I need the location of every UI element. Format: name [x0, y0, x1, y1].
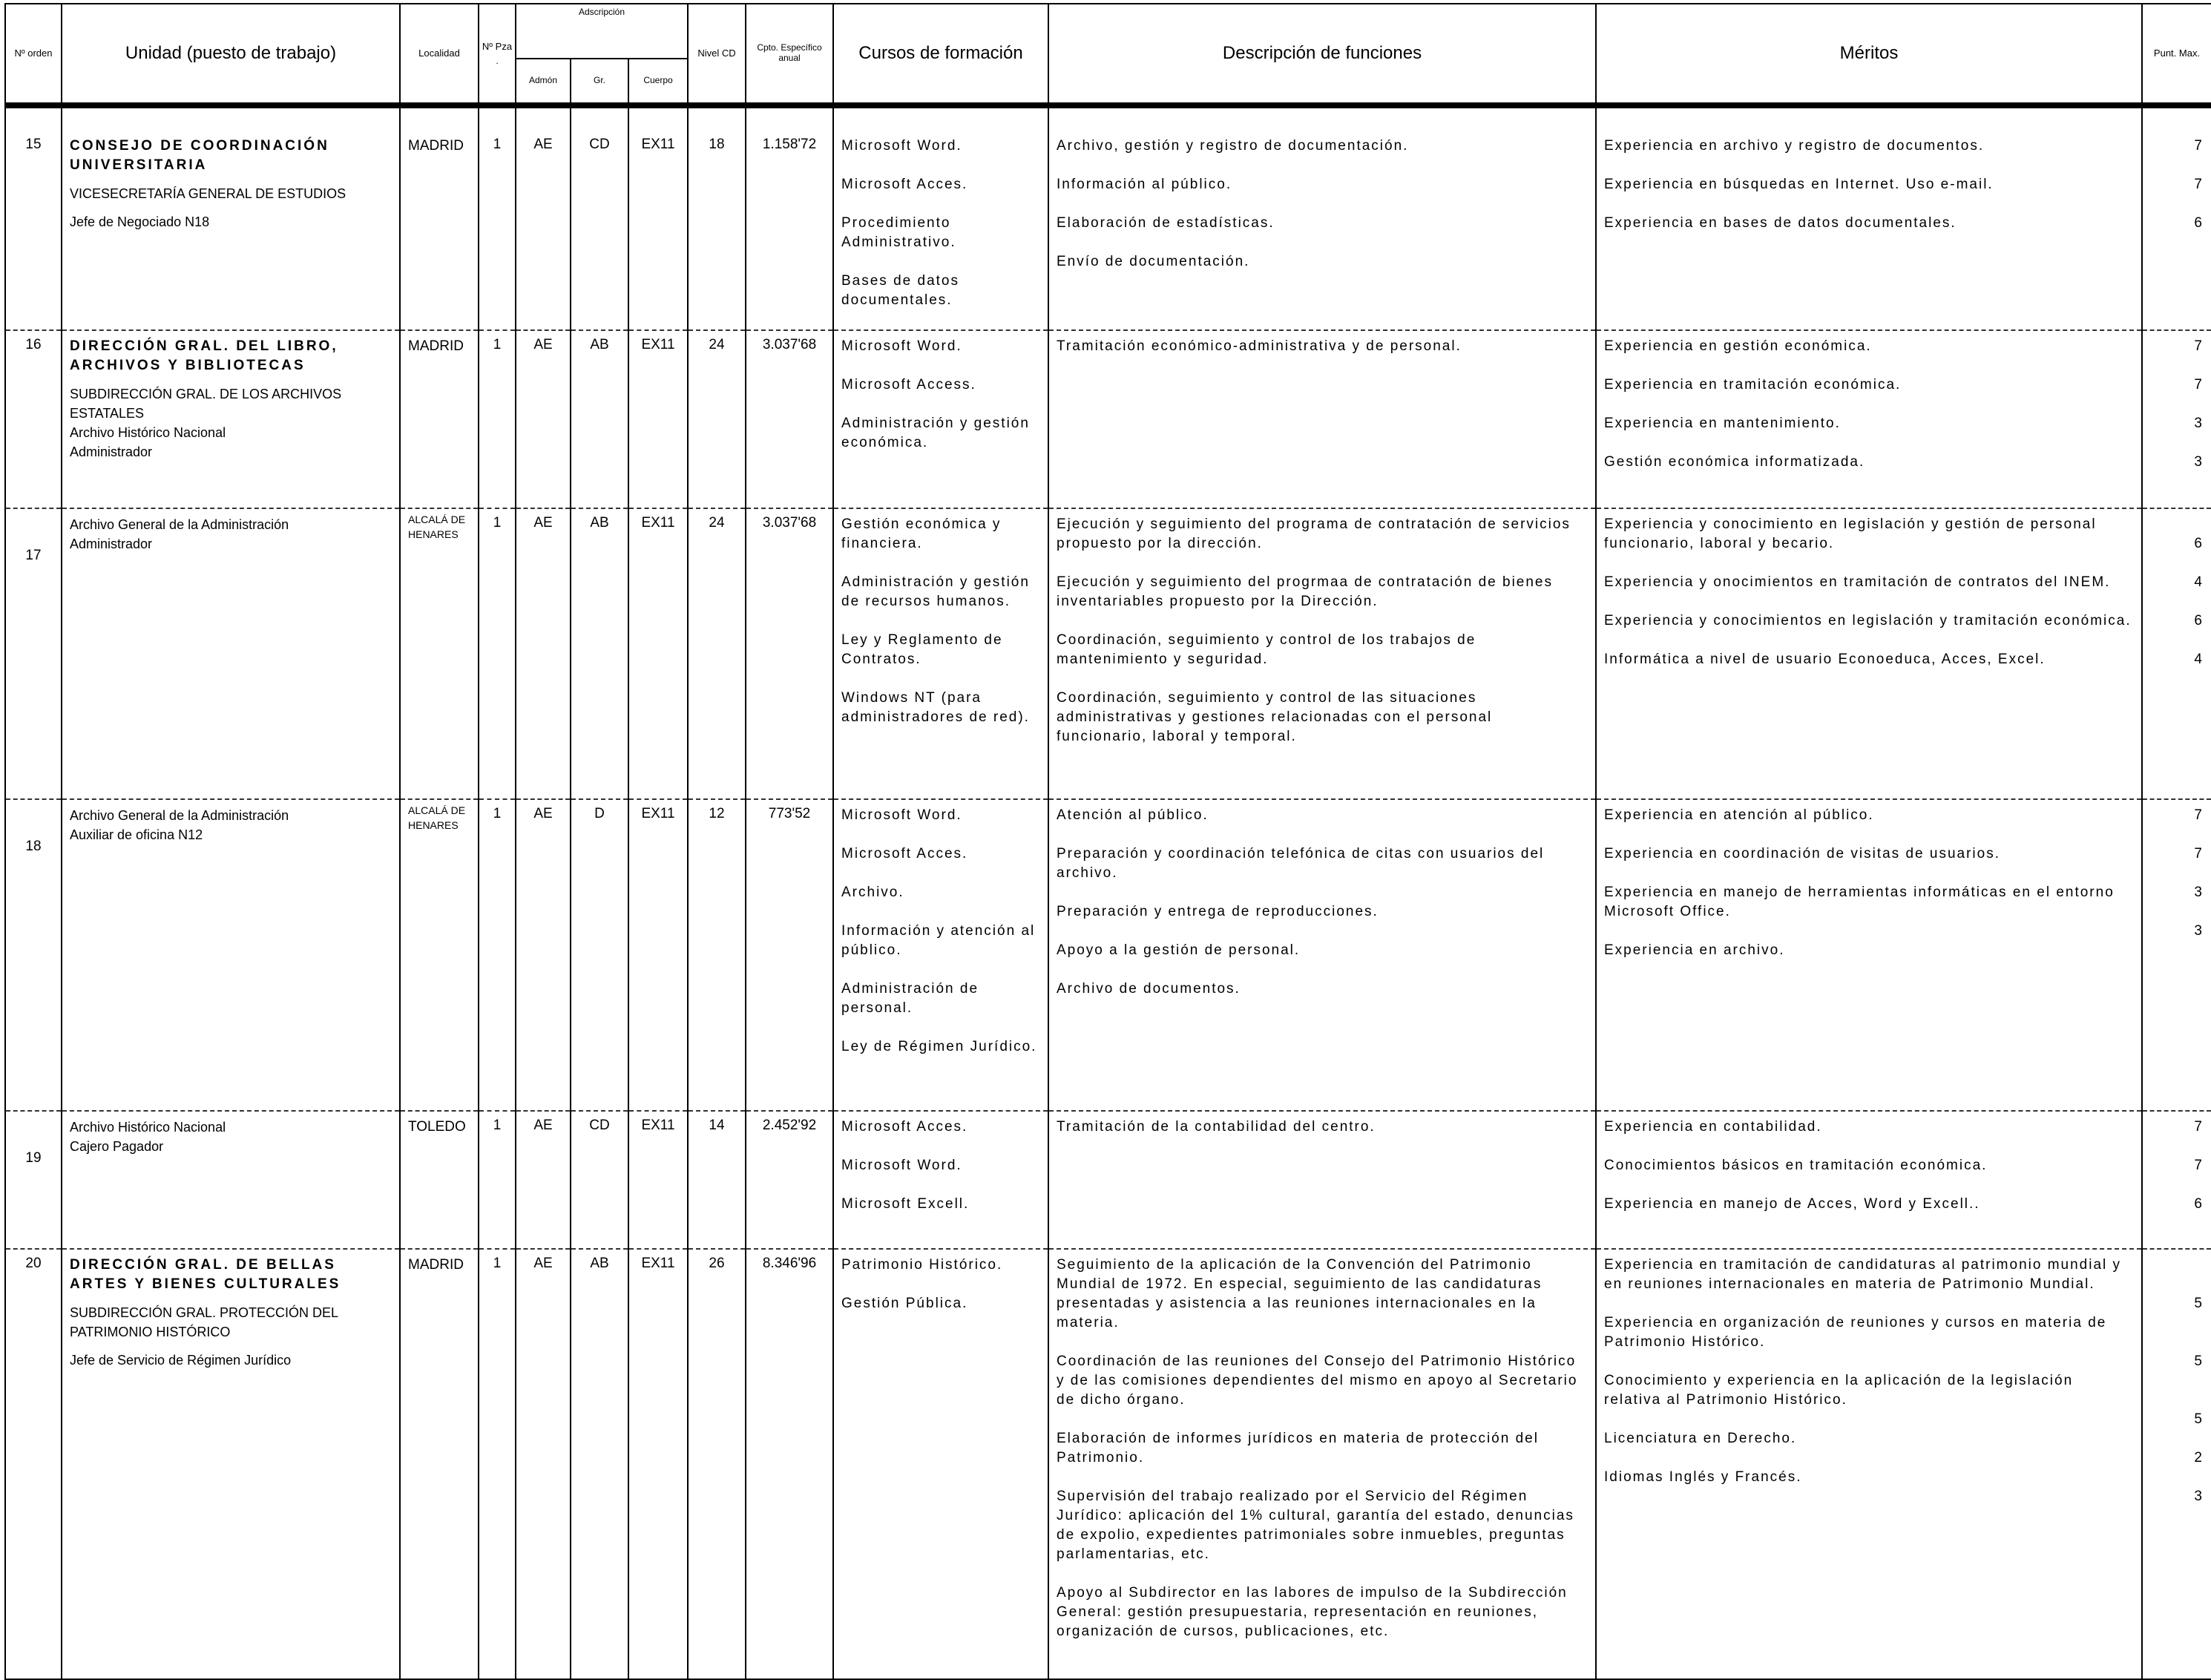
unit-heading: CONSEJO DE COORDINACIÓN UNIVERSITARIA — [70, 138, 329, 173]
row-nivel: 24 — [688, 508, 746, 799]
row-orden: 16 — [5, 330, 62, 508]
col-unidad: Unidad (puesto de trabajo) — [62, 4, 400, 105]
row-orden: 20 — [5, 1249, 62, 1679]
row-funciones — [1048, 330, 1596, 508]
unit-position: Cajero Pagador — [70, 1139, 164, 1154]
col-admon: Admón — [516, 59, 571, 105]
punto-value: 7 — [2194, 177, 2202, 192]
merito-item: Experiencia en archivo. — [1604, 942, 1785, 958]
punto-value: 2 — [2194, 1450, 2202, 1466]
row-nivel: 14 — [688, 1111, 746, 1249]
row-nivel: 24 — [688, 330, 746, 508]
row-unidad — [62, 131, 400, 330]
curso-item: Ley de Régimen Jurídico. — [841, 1039, 1037, 1054]
curso-item: Gestión Pública. — [841, 1296, 968, 1311]
merito-item: Informática a nivel de usuario Econoeduca, Acces, Excel. — [1604, 652, 2046, 667]
curso-item: Administración de personal. — [841, 981, 979, 1016]
row-npza: 1 — [479, 131, 516, 330]
curso-item: Patrimonio Histórico. — [841, 1257, 1003, 1273]
row-admon: AE — [516, 1249, 571, 1679]
curso-item: Microsoft Acces. — [841, 177, 968, 192]
row-cpto: 8.346'96 — [746, 1249, 833, 1679]
row-orden: 18 — [5, 799, 62, 1111]
row-admon: AE — [516, 1111, 571, 1249]
unit-line: Archivo Histórico Nacional — [70, 1120, 226, 1135]
funcion-item: Coordinación, seguimiento y control de las situaciones administrativas y gestiones relacionadas con el personal funcionario, laboral y temporal. — [1057, 690, 1493, 744]
punto-value: 4 — [2194, 652, 2202, 667]
funcion-item: Tramitación de la contabilidad del centro. — [1057, 1119, 1376, 1135]
row-cursos — [833, 1249, 1048, 1679]
merito-item: Experiencia en organización de reuniones y cursos en materia de Patrimonio Histórico. — [1604, 1315, 2107, 1350]
row-puntos — [2142, 330, 2211, 508]
unit-position: Jefe de Servicio de Régimen Jurídico — [70, 1353, 292, 1368]
row-cursos — [833, 508, 1048, 799]
row-unidad — [62, 799, 400, 1111]
row-nivel: 12 — [688, 799, 746, 1111]
col-orden: Nº orden — [5, 4, 62, 105]
row-admon: AE — [516, 799, 571, 1111]
row-unidad — [62, 330, 400, 508]
unit-line: Archivo General de la Administración — [70, 808, 289, 823]
punto-value: 4 — [2194, 574, 2202, 590]
merito-item: Experiencia en bases de datos documentales. — [1604, 215, 1957, 231]
curso-item: Microsoft Access. — [841, 377, 976, 393]
row-localidad: MADRID — [400, 330, 479, 508]
table-row — [5, 508, 2211, 799]
row-localidad: MADRID — [400, 131, 479, 330]
funcion-item: Coordinación, seguimiento y control de los trabajos de mantenimiento y seguridad. — [1057, 632, 1476, 667]
curso-item: Microsoft Acces. — [841, 1119, 968, 1135]
row-npza: 1 — [479, 1111, 516, 1249]
punto-value: 3 — [2194, 923, 2202, 939]
punto-value: 7 — [2194, 377, 2202, 393]
row-funciones — [1048, 1249, 1596, 1679]
funcion-item: Ejecución y seguimiento del progrmaa de contratación de bienes inventariables propuesto por la Dirección. — [1057, 574, 1553, 609]
row-orden: 15 — [5, 131, 62, 330]
punto-value: 5 — [2194, 1411, 2202, 1427]
col-cpto: Cpto. Específico anual — [746, 4, 833, 105]
row-cpto: 3.037'68 — [746, 508, 833, 799]
punto-value: 5 — [2194, 1296, 2202, 1311]
row-meritos — [1596, 131, 2142, 330]
curso-item: Microsoft Acces. — [841, 846, 968, 862]
merito-item: Experiencia y conocimiento en legislación y gestión de personal funcionario, laboral y becario. — [1604, 516, 2097, 551]
row-puntos — [2142, 508, 2211, 799]
row-gr: D — [571, 799, 628, 1111]
table-row — [5, 1111, 2211, 1249]
curso-item: Microsoft Word. — [841, 1158, 962, 1173]
table-row — [5, 1249, 2211, 1679]
table-row — [5, 131, 2211, 330]
col-meritos: Méritos — [1596, 4, 2142, 105]
merito-item: Experiencia y onocimientos en tramitación de contratos del INEM. — [1604, 574, 2111, 590]
funcion-item: Preparación y coordinación telefónica de citas con usuarios del archivo. — [1057, 846, 1545, 881]
row-puntos — [2142, 1111, 2211, 1249]
funcion-item: Supervisión del trabajo realizado por el Servicio del Régimen Jurídico: aplicación del 1% cultural, garantía del estado, denuncias de expolio, expedientes patrimoniales sobre inmuebles, preguntas parlamentarias, etc. — [1057, 1489, 1574, 1562]
row-cuerpo: EX11 — [628, 799, 688, 1111]
funcion-item: Archivo de documentos. — [1057, 981, 1241, 997]
curso-item: Microsoft Excell. — [841, 1196, 970, 1212]
merito-item: Conocimientos básicos en tramitación económica. — [1604, 1158, 1988, 1173]
row-cursos — [833, 131, 1048, 330]
unit-line: Archivo General de la Administración — [70, 517, 289, 532]
funcion-item: Elaboración de informes jurídicos en materia de protección del Patrimonio. — [1057, 1431, 1539, 1466]
row-funciones — [1048, 508, 1596, 799]
merito-item: Conocimiento y experiencia en la aplicación de la legislación relativa al Patrimonio Histórico. — [1604, 1373, 2074, 1408]
row-orden: 17 — [5, 508, 62, 799]
merito-item: Experiencia en atención al público. — [1604, 807, 1874, 823]
curso-item: Microsoft Word. — [841, 338, 962, 354]
unit-position: Jefe de Negociado N18 — [70, 214, 210, 229]
row-cpto: 3.037'68 — [746, 330, 833, 508]
row-npza: 1 — [479, 799, 516, 1111]
punto-value: 7 — [2194, 338, 2202, 354]
row-cursos — [833, 1111, 1048, 1249]
merito-item: Experiencia en manejo de Acces, Word y Excell.. — [1604, 1196, 1980, 1212]
col-localidad: Localidad — [400, 4, 479, 105]
col-funciones: Descripción de funciones — [1048, 4, 1596, 105]
row-unidad — [62, 1249, 400, 1679]
row-puntos — [2142, 131, 2211, 330]
row-meritos — [1596, 1111, 2142, 1249]
punto-value: 7 — [2194, 1119, 2202, 1135]
merito-item: Experiencia y conocimientos en legislación y tramitación económica. — [1604, 613, 2132, 629]
curso-item: Gestión económica y financiera. — [841, 516, 1002, 551]
unit-position: Administrador — [70, 444, 153, 459]
table-header — [5, 4, 2211, 105]
unit-heading: DIRECCIÓN GRAL. DE BELLAS ARTES Y BIENES CULTURALES — [70, 1257, 341, 1292]
table-row — [5, 330, 2211, 508]
curso-item: Administración y gestión de recursos humanos. — [841, 574, 1030, 609]
row-meritos — [1596, 1249, 2142, 1679]
row-cpto: 2.452'92 — [746, 1111, 833, 1249]
row-localidad: MADRID — [400, 1249, 479, 1679]
merito-item: Gestión económica informatizada. — [1604, 454, 1865, 470]
curso-item: Microsoft Word. — [841, 807, 962, 823]
row-gr: CD — [571, 1111, 628, 1249]
funcion-item: Archivo, gestión y registro de documentación. — [1057, 138, 1409, 154]
punto-value: 3 — [2194, 454, 2202, 470]
table-row — [5, 799, 2211, 1111]
row-npza: 1 — [479, 508, 516, 799]
unit-line: Archivo Histórico Nacional — [70, 425, 226, 440]
funcion-item: Preparación y entrega de reproducciones. — [1057, 904, 1379, 919]
row-cpto: 773'52 — [746, 799, 833, 1111]
row-gr: AB — [571, 508, 628, 799]
merito-item: Experiencia en archivo y registro de documentos. — [1604, 138, 1985, 154]
punto-value: 3 — [2194, 1489, 2202, 1504]
curso-item: Ley y Reglamento de Contratos. — [841, 632, 1003, 667]
col-cuerpo: Cuerpo — [628, 59, 688, 105]
row-cuerpo: EX11 — [628, 1249, 688, 1679]
col-cursos: Cursos de formación — [833, 4, 1048, 105]
funcion-item: Apoyo al Subdirector en las labores de impulso de la Subdirección General: gestión presupuestaria, representación en reuniones, organización de cursos, publicaciones, etc. — [1057, 1585, 1568, 1639]
curso-item: Bases de datos documentales. — [841, 273, 959, 308]
punto-value: 6 — [2194, 215, 2202, 231]
row-cuerpo: EX11 — [628, 131, 688, 330]
merito-item: Licenciatura en Derecho. — [1604, 1431, 1797, 1446]
row-cursos — [833, 799, 1048, 1111]
row-admon: AE — [516, 131, 571, 330]
punto-value: 7 — [2194, 807, 2202, 823]
row-puntos — [2142, 1249, 2211, 1679]
row-funciones — [1048, 131, 1596, 330]
row-npza: 1 — [479, 1249, 516, 1679]
row-nivel: 26 — [688, 1249, 746, 1679]
row-localidad: ALCALÁ DE HENARES — [400, 508, 479, 799]
job-positions-table — [4, 3, 2211, 1680]
curso-item: Administración y gestión económica. — [841, 416, 1030, 450]
merito-item: Idiomas Inglés y Francés. — [1604, 1469, 1802, 1485]
funcion-item: Apoyo a la gestión de personal. — [1057, 942, 1301, 958]
punto-value: 6 — [2194, 613, 2202, 629]
curso-item: Información y atención al público. — [841, 923, 1036, 958]
unit-position: Auxiliar de oficina N12 — [70, 827, 203, 842]
row-npza: 1 — [479, 330, 516, 508]
col-nivel: Nivel CD — [688, 4, 746, 105]
funcion-item: Atención al público. — [1057, 807, 1209, 823]
row-cuerpo: EX11 — [628, 508, 688, 799]
curso-item: Microsoft Word. — [841, 138, 962, 154]
merito-item: Experiencia en búsquedas en Internet. Uso e-mail. — [1604, 177, 1994, 192]
curso-item: Procedimiento Administrativo. — [841, 215, 956, 250]
merito-item: Experiencia en coordinación de visitas de usuarios. — [1604, 846, 2000, 862]
funcion-item: Ejecución y seguimiento del programa de contratación de servicios propuesto por la dirección. — [1057, 516, 1571, 551]
row-unidad — [62, 1111, 400, 1249]
col-npza-label: Nº Pza — [482, 40, 513, 52]
row-admon: AE — [516, 508, 571, 799]
punto-value: 6 — [2194, 536, 2202, 551]
row-admon: AE — [516, 330, 571, 508]
row-cuerpo: EX11 — [628, 330, 688, 508]
funcion-item: Tramitación económico-administrativa y de personal. — [1057, 338, 1462, 354]
col-punt: Punt. Max. — [2142, 4, 2211, 105]
punto-value: 3 — [2194, 416, 2202, 431]
row-meritos — [1596, 330, 2142, 508]
document-sheet — [4, 3, 2211, 1676]
row-gr: AB — [571, 330, 628, 508]
row-puntos — [2142, 799, 2211, 1111]
row-gr: AB — [571, 1249, 628, 1679]
merito-item: Experiencia en contabilidad. — [1604, 1119, 1822, 1135]
row-cursos — [833, 330, 1048, 508]
col-npza: Nº Pza . — [479, 4, 516, 105]
col-adscripcion: Adscripción — [516, 4, 688, 59]
unit-position: Administrador — [70, 537, 153, 551]
row-meritos — [1596, 508, 2142, 799]
funcion-item: Elaboración de estadísticas. — [1057, 215, 1275, 231]
row-localidad: ALCALÁ DE HENARES — [400, 799, 479, 1111]
unit-subdivision: VICESECRETARÍA GENERAL DE ESTUDIOS — [70, 186, 346, 201]
row-localidad: TOLEDO — [400, 1111, 479, 1249]
punto-value: 7 — [2194, 138, 2202, 154]
merito-item: Experiencia en manejo de herramientas informáticas en el entorno Microsoft Office. — [1604, 885, 2115, 919]
merito-item: Experiencia en tramitación económica. — [1604, 377, 1902, 393]
unit-subdivision: SUBDIRECCIÓN GRAL. PROTECCIÓN DEL PATRIMONIO HISTÓRICO — [70, 1305, 338, 1339]
punto-value: 6 — [2194, 1196, 2202, 1212]
funcion-item: Envío de documentación. — [1057, 254, 1250, 269]
curso-item: Archivo. — [841, 885, 904, 900]
row-nivel: 18 — [688, 131, 746, 330]
curso-item: Windows NT (para administradores de red). — [841, 690, 1030, 725]
row-cuerpo: EX11 — [628, 1111, 688, 1249]
row-cpto: 1.158'72 — [746, 131, 833, 330]
unit-subdivision: SUBDIRECCIÓN GRAL. DE LOS ARCHIVOS ESTATALES — [70, 387, 342, 421]
row-gr: CD — [571, 131, 628, 330]
row-funciones — [1048, 799, 1596, 1111]
funcion-item: Coordinación de las reuniones del Consejo del Patrimonio Histórico y de las comisiones dependientes del mismo en apoyo al Secretario de dicho órgano. — [1057, 1353, 1578, 1408]
row-funciones — [1048, 1111, 1596, 1249]
punto-value: 7 — [2194, 1158, 2202, 1173]
punto-value: 3 — [2194, 885, 2202, 900]
unit-heading: DIRECCIÓN GRAL. DEL LIBRO, ARCHIVOS Y BIBLIOTECAS — [70, 338, 338, 373]
funcion-item: Seguimiento de la aplicación de la Convención del Patrimonio Mundial de 1972. En especial, seguimiento de las candidaturas presentadas y asistencia a las reuniones internacionales en la materia. — [1057, 1257, 1543, 1330]
row-orden: 19 — [5, 1111, 62, 1249]
row-meritos — [1596, 799, 2142, 1111]
merito-item: Experiencia en tramitación de candidaturas al patrimonio mundial y en reuniones internacionales en materia de Patrimonio Mundial. — [1604, 1257, 2122, 1292]
col-gr: Gr. — [571, 59, 628, 105]
row-unidad — [62, 508, 400, 799]
punto-value: 7 — [2194, 846, 2202, 862]
merito-item: Experiencia en gestión económica. — [1604, 338, 1872, 354]
punto-value: 5 — [2194, 1353, 2202, 1369]
funcion-item: Información al público. — [1057, 177, 1232, 192]
merito-item: Experiencia en mantenimiento. — [1604, 416, 1841, 431]
